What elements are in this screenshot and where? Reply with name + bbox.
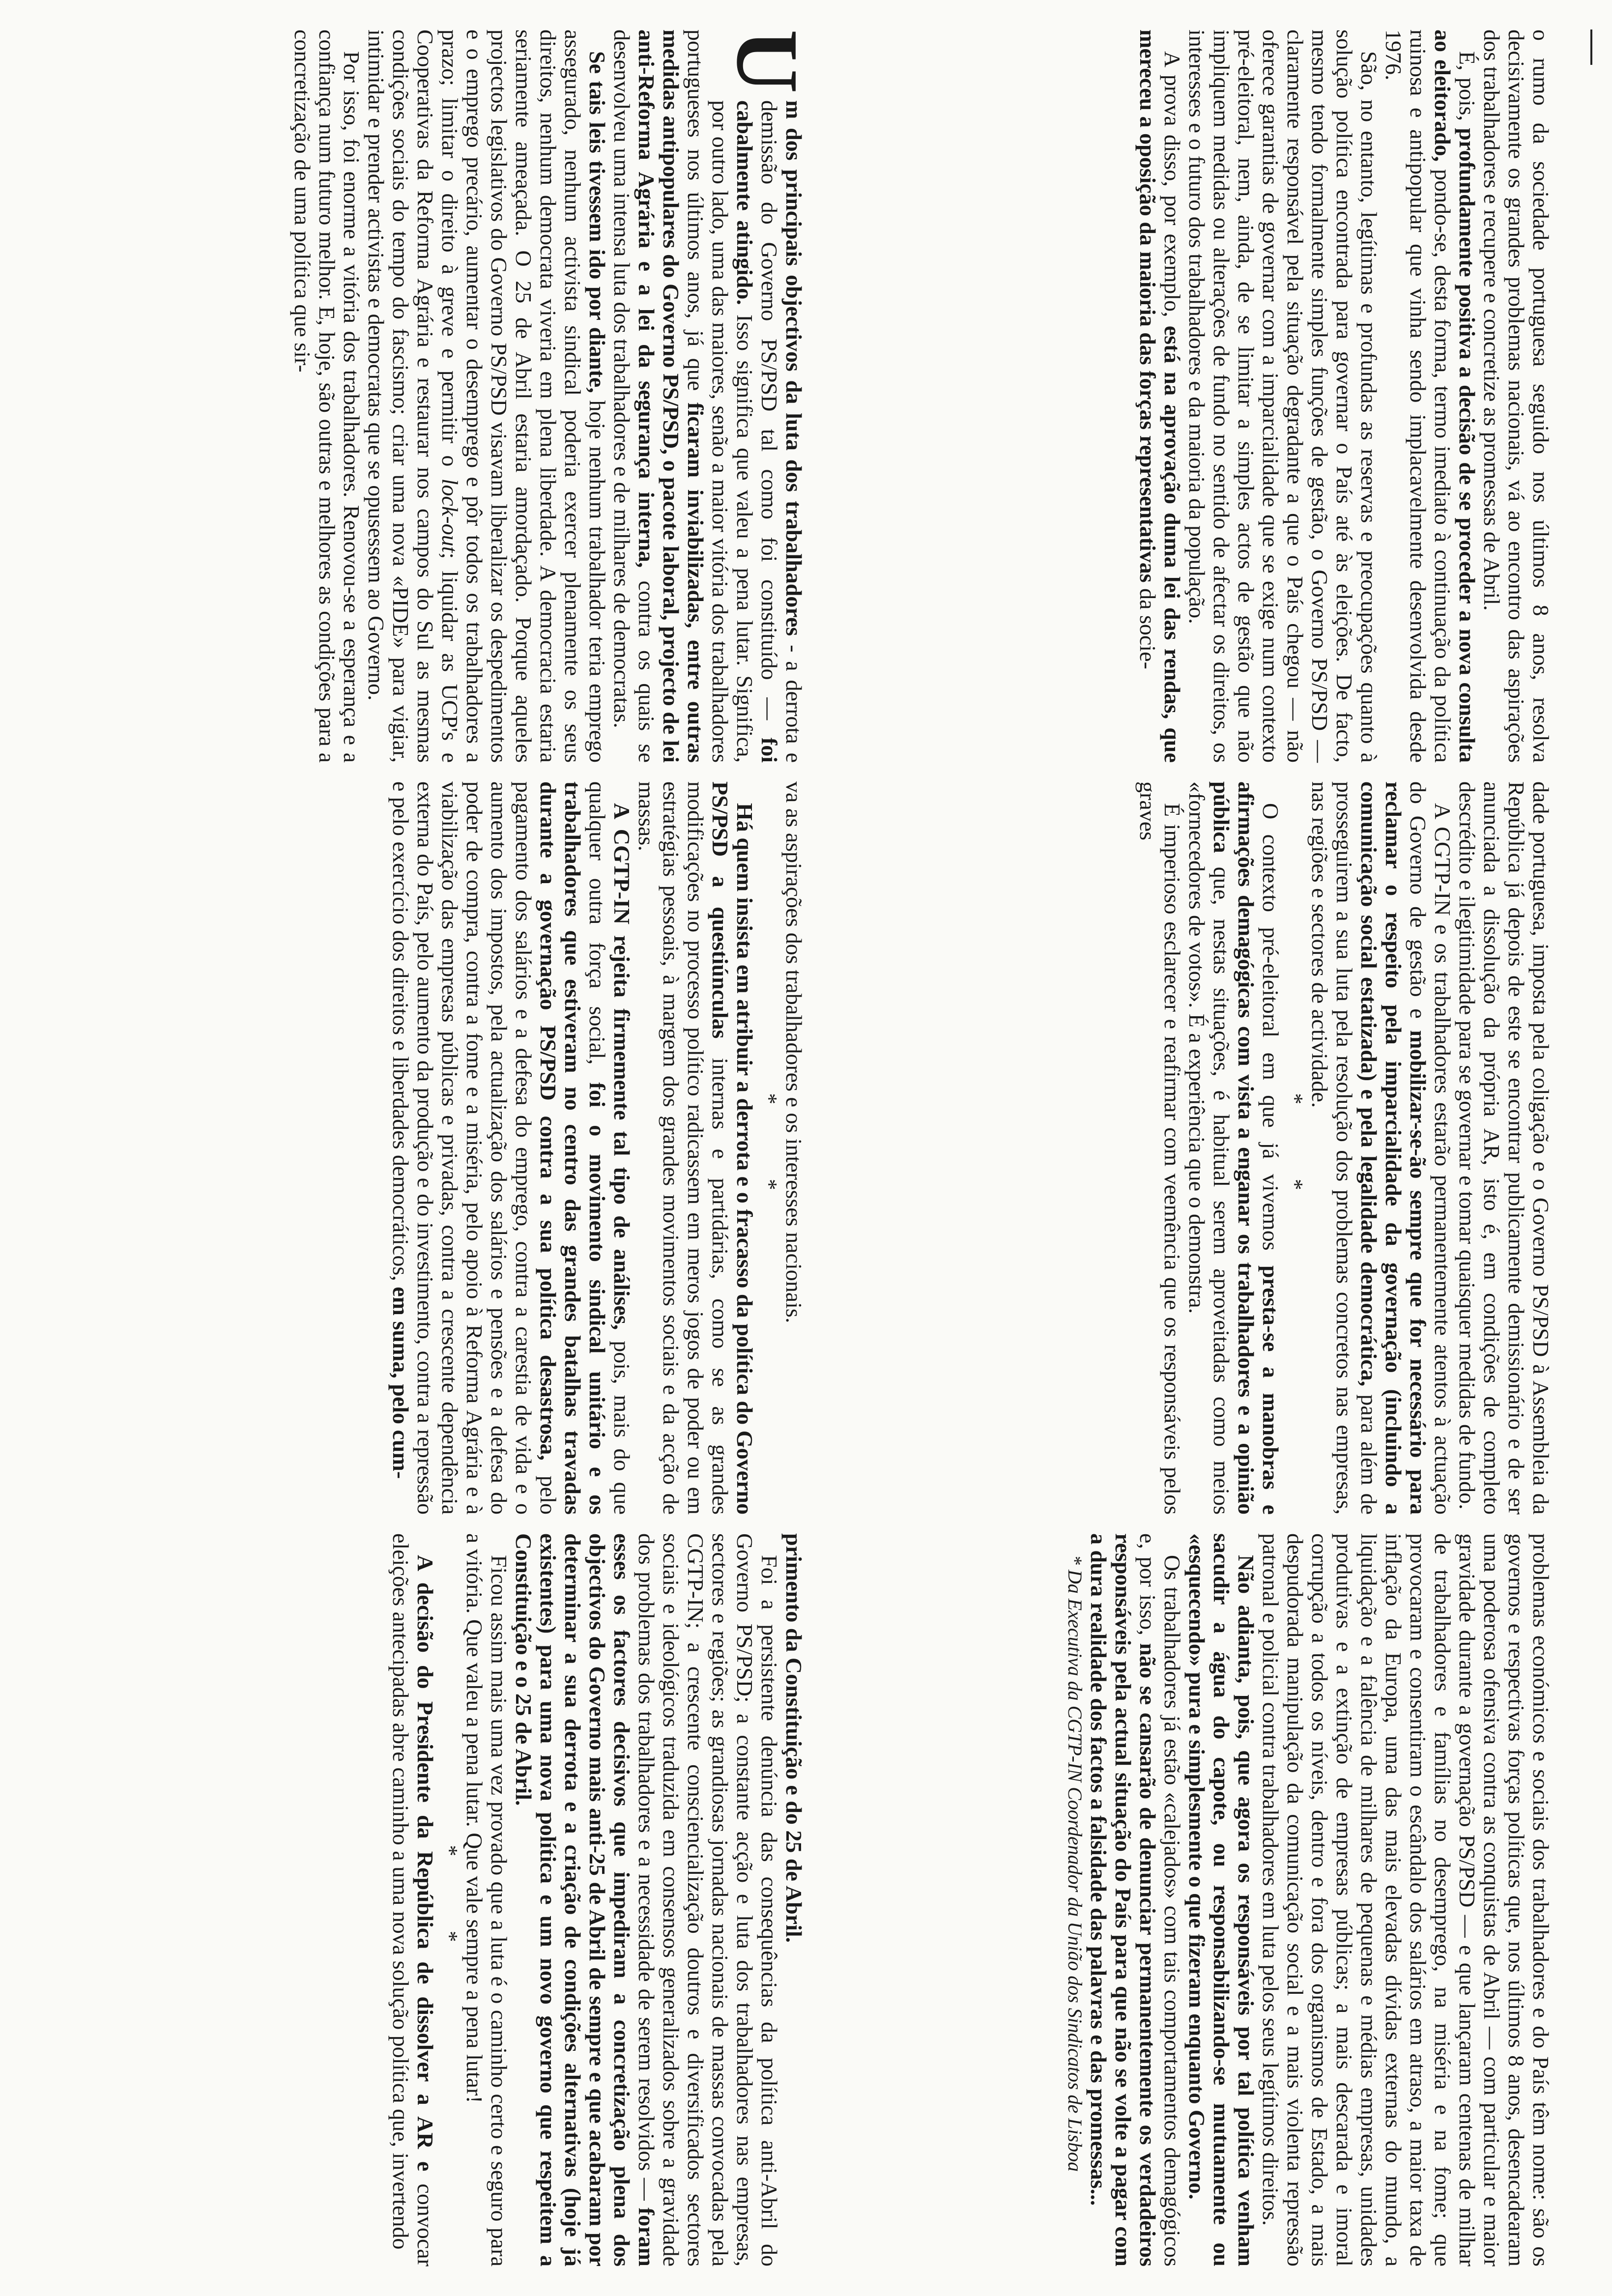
paragraph: Foi a persistente denúncia das consequências da política anti-Abril do Governo PS/PSD; a constante acção e luta dos trabalhadores nas empresas, sectores e regiões; as grandiosas jornadas nacionais de massas convocadas pela CGTP-IN; a crescente consciencialização doutros e diversificados sectores sociais e ideológicos traduzida em consensos generalizados sobre a gravidade dos problemas dos trabalhadores e a necessidade de serem resolvidos — foram esses os factores decisivos que impediram a concretização plena dos objectivos do Governo mais anti-25 de Abril de sempre e que acabaram por determinar a sua derrota e a criação de condições alternativas (hoje já existentes) para uma nova política e um novo governo que respeitem a Constituição e o 25 de Abril. — [511, 1533, 782, 2267]
paragraph: o rumo da sociedade portuguesa seguido nos últimos 8 anos, resolva decisivamente os grandes problemas nacionais, vá ao encontro das aspirações dos trabalhadores e recupere e concretize as promessas de Abril. — [1479, 29, 1554, 763]
paragraph: O contexto pré-eleitoral em que já vivemos presta-se a manobras e afirmações demagógicas com vista a enganar os trabalhadores e a opinião pública que, nestas situações, é habitual serem aproveitadas como meios «fornecedores de votos». É a experiência que o demonstra. — [1184, 781, 1283, 1515]
paragraph: Há quem insista em atribuir a derrota e o fracasso da política do Governo PS/PSD a questiúnculas internas e partidárias, como se as grandes modificações no processo político radicassem em meros jogos de poder ou em estratégias pessoais, à margem dos grandes movimentos sociais e da acção de massas. — [634, 781, 757, 1515]
header-rule — [1590, 29, 1592, 65]
section-divider-stars: * * — [437, 1845, 462, 1977]
paragraph: A CGTP-IN rejeita firmemente tal tipo de análises, pois, mais do que qualquer outra força social, foi o movimento sindical unitário e os trabalhadores que estiveram no centro das grandes batalhas travadas durante a governação PS/PSD contra a sua política desastrosa, pelo pagamento dos salários e a defesa do emprego, contra a carestia de vida e o aumento dos impostos, pela actualização dos salários e pensões e a defesa do poder de compra, contra a fome e a miséria, pelo apoio à Reforma Agrária e à viabilização das empresas públicas e privadas, contra a crescente dependência externa do País, pelo aumento da produção e do investimento, contra a repressão e pelo exercício dos direitos e liberdades democráticos, em suma, pelo cum- — [388, 781, 634, 1515]
paragraph: dade portuguesa, imposta pela coligação e o Governo PS/PSD à Assembleia da República já depois de este se encontrar publicamente demissionário e de ser anunciada a dissolução da própria AR, isto é, em condições de completo descrédito e ilegitimidade para se governar e tomar quaisquer medidas de fundo. — [1455, 781, 1554, 1515]
paragraph: A CGTP-IN e os trabalhadores estarão permanentemente atentos à actuação do Governo de gestão e mobilizar-se-ão sempre que for necessário para reclamar o respeito pela imparcialidade da governação (incluindo a comunicação social estatizada) e pela legalidade democrática, para além de prosseguirem a sua luta pela resolução dos problemas concretos nas empresas, nas regiões e sectores de actividade. — [1307, 781, 1455, 1515]
paragraph: problemas económicos e sociais dos trabalhadores e do País têm nome: são os governos e respectivas forças políticas que, nos últimos 8 anos, desencadearam uma poderosa ofensiva contra as conquistas de Abril — com particular e maior gravidade durante a governação PS/PSD — e que lançaram centenas de milhar de trabalhadores e famílias no desemprego, na miséria e na fome; que provocaram e consentiram o escândalo dos salários em atraso, a maior taxa de inflação da Europa, uma das mais elevadas dívidas externas do mundo, a liquidação e a falência de milhares de pequenas e médias empresas, unidades produtivas e a extinção de empresas públicas; a mais descarada e imoral corrupção a todos os níveis, dentro e fora dos organismos de Estado, a mais despudorada manipulação da comunicação social e a mais violenta repressão patronal e policial contra trabalhadores em luta pelos seus legítimos direitos. — [1258, 1533, 1554, 2267]
drop-cap: U — [719, 29, 816, 93]
upper-columns — [934, 29, 1553, 2267]
paragraph: É, pois, profundamente positiva a decisão de se proceder a nova consulta ao eleitorado, pondo-se, desta forma, termo imediato à continuação da política ruinosa e antipopular que vinha sendo implacavelmente desenvolvida desde 1976. — [1381, 29, 1480, 763]
column-2 — [69, 781, 806, 1515]
column-1 — [69, 29, 816, 763]
paragraph: Ficou assim mais uma vez provado que a luta é o caminho certo e seguro para a vitória. Que valeu a pena lutar. Que vale sempre a pena lutar! — [462, 1533, 512, 2267]
section-divider-stars: * * — [757, 1093, 782, 1225]
author-byline: * Da Executiva da CGTP-IN Coordenador da União dos Sindicatos de Lisboa — [1064, 1555, 1086, 2172]
paragraph: Os trabalhadores já estão «calejados» com tais comportamentos demagógicos e, por isso, não se cansarão de denunciar permanentemente os verdadeiros responsáveis pela actual situação do País para que não se volte a pagar com a dura realidade dos factos a falsidade das palavras e das promessas... — [1086, 1533, 1185, 2267]
paragraph: va as aspirações dos trabalhadores e os interesses nacionais. — [781, 781, 806, 1323]
lower-columns — [69, 29, 816, 2267]
column-5 — [934, 781, 1553, 1515]
paragraph: primento da Constituição e do 25 de Abril. — [781, 1533, 806, 1943]
paragraph: U m dos principais objectivos da luta dos trabalhadores - a derrota e demissão do Governo PS/PSD tal como foi constituído — foi cabalmente atingido. Isso significa que valeu a pena lutar. Significa, por outro lado, uma das maiores, senão a maior vitória dos trabalhadores portugueses nos últimos anos, já que ficaram inviabilizadas, entre outras medidas antipopulares do Governo PS/PSD, o pacote laboral, projecto de lei anti-Reforma Agrária e a lei da segurança interna, contra os quais se desenvolveu uma intensa luta dos trabalhadores e de milhares de democratas. — [609, 29, 816, 763]
paragraph: A decisão do Presidente da República de dissolver a AR e convocar eleições antecipadas abre caminho a uma nova solução política que, invertendo — [388, 1533, 438, 2267]
column-6 — [934, 1533, 1553, 2267]
paragraph: São, no entanto, legítimas e profundas as reservas e preocupações quanto à solução política encontrada para governar o País até às eleições. De facto, mesmo tendo formalmente simples funções de gestão, o Governo PS/PSD — claramente responsável pela situação degradante a que o País chegou — não oferece garantias de governar com a imparcialidade que se exige num contexto pré-eleitoral, nem, ainda, de se limitar a simples actos de gestão que não impliquem medidas ou alterações de fundo no sentido de afectar os direitos, os interesses e o futuro dos trabalhadores e da maioria da população. — [1184, 29, 1382, 763]
column-4 — [934, 29, 1553, 763]
paragraph: Se tais leis tivessem ido por diante, hoje nenhum trabalhador teria emprego assegurado, nenhum activista sindical poderia exercer plenamente os seus direitos, nenhum democrata viveria em plena liberdade. A democracia estaria seriamente ameaçada. O 25 de Abril estaria amordaçado. Porque aqueles projectos legislativos do Governo PS/PSD visavam liberalizar os despedimentos e o emprego precário, aumentar o desemprego e pôr todos os trabalhadores a prazo; limitar o direito à greve e permitir o lock-out; liquidar as UCP's e Cooperativas da Reforma Agrária e restaurar nos campos do Sul as mesmas condições sociais do tempo do fascismo; criar uma nova «PIDE» para vigiar, intimidar e prender activistas e democratas que se opusessem ao Governo. — [364, 29, 610, 763]
column-3 — [69, 1533, 806, 2267]
paragraph: A prova disso, por exemplo, está na aprovação duma lei das rendas, que mereceu a oposição da maioria das forças representativas da socie- — [1135, 29, 1185, 763]
section-divider-stars: * * — [1283, 1093, 1308, 1225]
paragraph: É imperioso esclarecer e reafirmar com veemência que os responsáveis pelos graves — [1135, 781, 1185, 1515]
paragraph: Por isso, foi enorme a vitória dos trabalhadores. Renovou-se a esperança e a confiança num futuro melhor. E, hoje, são outras e melhores as condições para a concretização de uma política que sir- — [290, 29, 364, 763]
paragraph: Não adianta, pois, que agora os responsáveis por tal política venham sacudir a água do capote, ou responsabilizando-se mutuamente ou «esquecendo» pura e simplesmente o que fizeram enquanto Governo. — [1184, 1533, 1259, 2267]
